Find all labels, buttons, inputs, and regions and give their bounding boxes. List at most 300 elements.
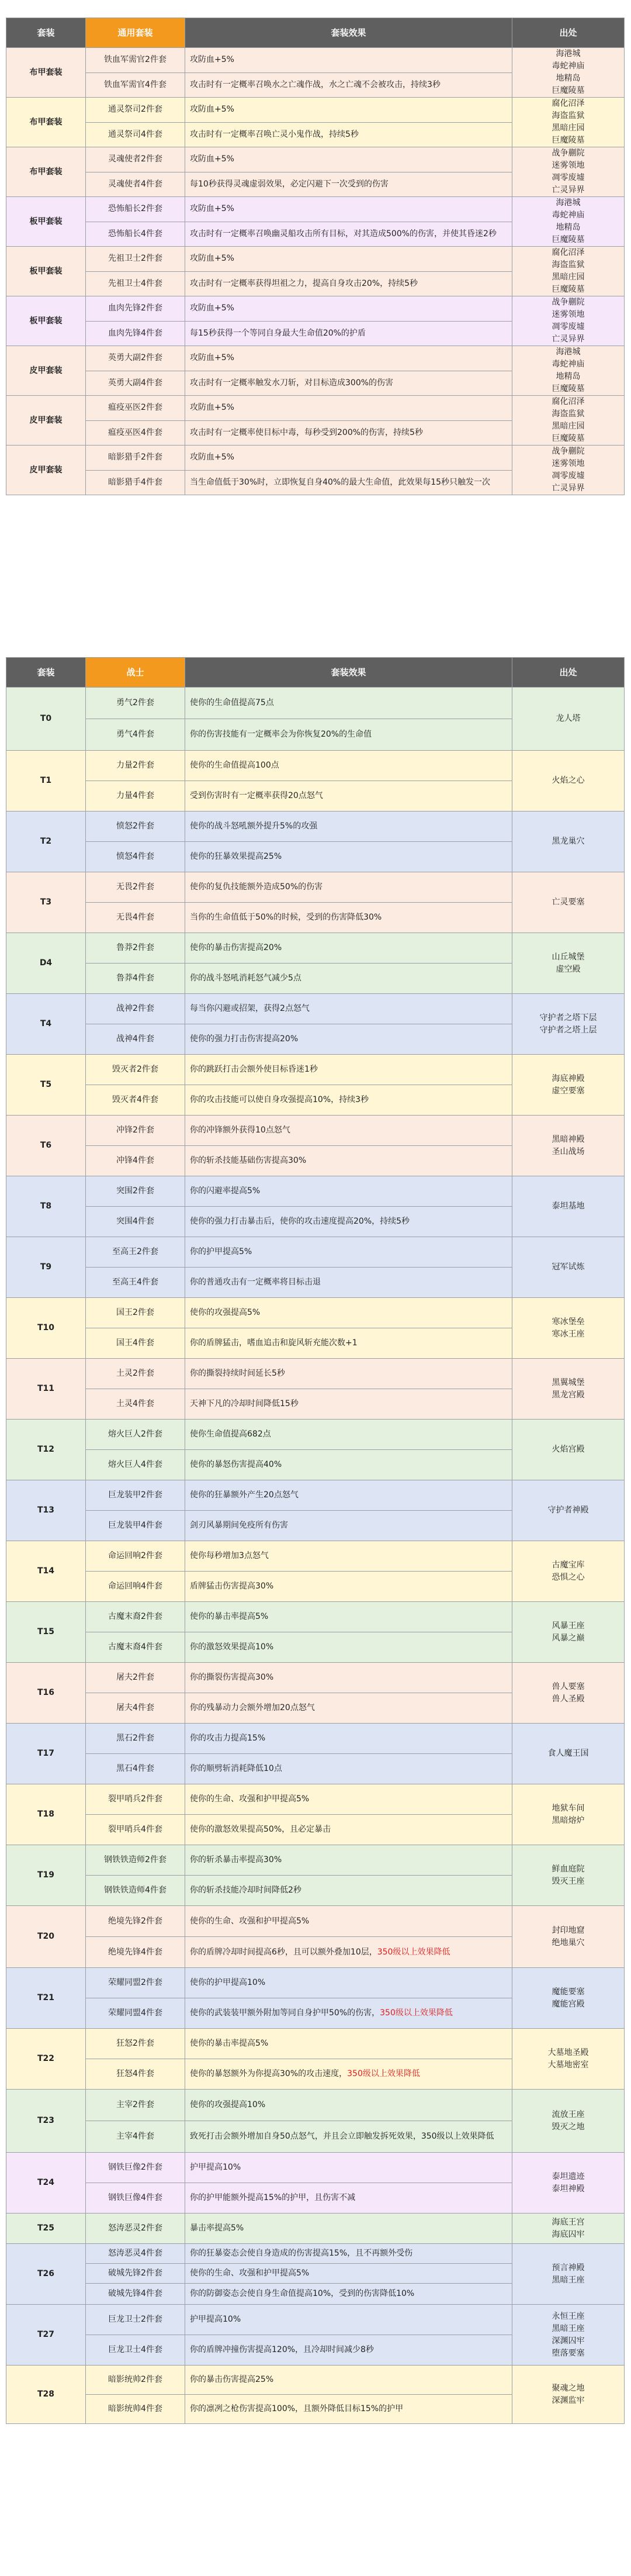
table-row bbox=[6, 1541, 625, 1572]
set-piece-name: 冲锋2件套 bbox=[86, 1116, 185, 1146]
header-origin: 出处 bbox=[512, 658, 625, 688]
origin-location: 毁灭王座 bbox=[552, 1876, 585, 1886]
origin-cell bbox=[512, 688, 625, 751]
origin-cell bbox=[512, 346, 625, 396]
set-piece-name: 愤怒2件套 bbox=[86, 812, 185, 842]
origin-location: 食人魔王国 bbox=[547, 1749, 589, 1758]
origin-location: 虚空要塞 bbox=[552, 1086, 585, 1096]
set-effect-text: 攻防血+5% bbox=[190, 353, 234, 363]
origin-location: 黑暗熔炉 bbox=[552, 1815, 585, 1825]
origin-location: 毒蛇神庙 bbox=[552, 360, 585, 369]
origin-cell bbox=[512, 751, 625, 812]
set-category-cell: 皮甲套装 bbox=[6, 346, 86, 396]
origin-location: 风暴之巅 bbox=[552, 1633, 585, 1643]
origin-location: 黑暗庄园 bbox=[552, 422, 585, 431]
origin-location: 海盗监狱 bbox=[552, 260, 585, 270]
origin-cell bbox=[512, 396, 625, 446]
origin-location: 预言神殿 bbox=[552, 2263, 585, 2273]
table-row bbox=[6, 147, 625, 172]
set-effect-cell bbox=[185, 247, 512, 272]
table-row bbox=[6, 1602, 625, 1632]
set-effect-text: 使你的强力打击伤害提高20% bbox=[190, 1034, 299, 1044]
origin-location: 巨魔陵墓 bbox=[552, 434, 585, 443]
set-effect-cell bbox=[185, 2335, 512, 2366]
set-effect-cell bbox=[185, 1724, 512, 1754]
set-effect-cell bbox=[185, 2305, 512, 2335]
origin-location: 毁灭之地 bbox=[552, 2122, 585, 2132]
origin-location: 兽人要塞 bbox=[552, 1681, 585, 1691]
set-effect-cell bbox=[185, 1328, 512, 1359]
set-effect-text: 使你的生命、攻强和护甲提高5% bbox=[190, 1794, 310, 1804]
set-effect-cell bbox=[185, 1784, 512, 1815]
origin-location: 圣山战场 bbox=[552, 1147, 585, 1156]
origin-location: 地精岛 bbox=[556, 74, 581, 83]
set-piece-name: 狂怒4件套 bbox=[86, 2059, 185, 2090]
origin-location: 凋零废墟 bbox=[552, 322, 585, 332]
origin-cell bbox=[512, 2366, 625, 2424]
origin-location: 泰坦基地 bbox=[552, 1201, 585, 1211]
set-piece-name: 古魔末裔4件套 bbox=[86, 1632, 185, 1663]
set-effect-text: 你的顺劈斩消耗降低10点 bbox=[190, 1764, 282, 1773]
set-effect-cell bbox=[185, 2395, 512, 2424]
set-effect-cell bbox=[185, 1298, 512, 1328]
set-effect-cell bbox=[185, 2029, 512, 2059]
set-piece-name: 裂甲哨兵4件套 bbox=[86, 1815, 185, 1845]
set-effect-text: 使你的暴怒伤害提高40% bbox=[190, 1460, 282, 1469]
table-row bbox=[6, 247, 625, 272]
table-row bbox=[6, 197, 625, 222]
tier-cell: T24 bbox=[6, 2153, 86, 2214]
origin-location: 亡灵异界 bbox=[552, 185, 585, 195]
origin-cell bbox=[512, 147, 625, 197]
set-piece-name: 怒涛恶灵4件套 bbox=[86, 2244, 185, 2264]
set-effect-text: 攻击时有一定概率使目标中毒，每秒受到200%的伤害，持续5秒 bbox=[190, 427, 423, 437]
set-piece-name: 裂甲哨兵2件套 bbox=[86, 1784, 185, 1815]
table-row bbox=[6, 2029, 625, 2059]
set-effect-text: 使你生命值提高682点 bbox=[190, 1429, 271, 1439]
table-row bbox=[6, 688, 625, 719]
set-piece-name: 铁血军需官2件套 bbox=[86, 48, 185, 73]
set-effect-cell bbox=[185, 2183, 512, 2214]
set-piece-name: 巨龙装甲2件套 bbox=[86, 1480, 185, 1511]
set-effect-text: 你的激怒效果提高10% bbox=[190, 1642, 274, 1652]
origin-location: 大墓地密室 bbox=[547, 2060, 589, 2070]
table-row bbox=[6, 751, 625, 781]
general-set-table bbox=[6, 18, 625, 495]
tier-cell: T15 bbox=[6, 1602, 86, 1663]
set-effect-cell bbox=[185, 1176, 512, 1207]
set-effect-cell bbox=[185, 1876, 512, 1906]
set-effect-text: 使你的武装装甲额外附加等同自身护甲50%的伤害， bbox=[190, 2008, 380, 2018]
set-effect-text: 你的伤害技能有一定概率会为你恢复20%的生命值 bbox=[190, 730, 372, 739]
table-row bbox=[6, 1237, 625, 1268]
level-warning-text: 350级以上效果降低 bbox=[380, 2008, 453, 2018]
set-effect-cell bbox=[185, 2366, 512, 2395]
set-piece-name: 毁灭者4件套 bbox=[86, 1085, 185, 1116]
set-category-cell: 皮甲套装 bbox=[6, 446, 86, 495]
origin-location: 永恒王座 bbox=[552, 2311, 585, 2321]
origin-location: 海港城 bbox=[556, 347, 581, 357]
set-piece-name: 突围4件套 bbox=[86, 1207, 185, 1237]
origin-location: 山丘城堡 bbox=[552, 952, 585, 962]
set-piece-name: 毁灭者2件套 bbox=[86, 1055, 185, 1085]
set-piece-name: 钢铁巨像2件套 bbox=[86, 2153, 185, 2183]
origin-cell bbox=[512, 98, 625, 147]
set-effect-text: 使你的生命值提高75点 bbox=[190, 698, 274, 707]
origin-cell bbox=[512, 2305, 625, 2366]
origin-location: 海底神殿 bbox=[552, 1073, 585, 1083]
origin-location: 古魔宝库 bbox=[552, 1560, 585, 1570]
set-effect-text: 使你的护甲提高10% bbox=[190, 1978, 266, 1987]
tier-cell: T23 bbox=[6, 2090, 86, 2153]
origin-location: 堕落要塞 bbox=[552, 2348, 585, 2358]
set-effect-cell bbox=[185, 2153, 512, 2183]
set-effect-cell bbox=[185, 470, 512, 495]
origin-cell bbox=[512, 296, 625, 346]
origin-location: 深渊囚牢 bbox=[552, 2336, 585, 2346]
set-piece-name: 熔火巨人4件套 bbox=[86, 1450, 185, 1480]
tier-cell: T6 bbox=[6, 1116, 86, 1176]
table-row bbox=[6, 812, 625, 842]
tier-cell: T20 bbox=[6, 1906, 86, 1968]
origin-cell bbox=[512, 1906, 625, 1968]
table-row bbox=[6, 1055, 625, 1085]
set-effect-text: 天神下凡的冷却时间降低15秒 bbox=[190, 1399, 299, 1408]
set-piece-name: 突围2件套 bbox=[86, 1176, 185, 1207]
set-effect-cell bbox=[185, 1146, 512, 1176]
set-effect-cell bbox=[185, 122, 512, 147]
table-row bbox=[6, 933, 625, 964]
origin-location: 战争蒯院 bbox=[552, 298, 585, 307]
tier-cell: T22 bbox=[6, 2029, 86, 2090]
warrior-set-table bbox=[6, 657, 625, 2424]
set-piece-name: 古魔末裔2件套 bbox=[86, 1602, 185, 1632]
set-effect-text: 使你的狂暴额外产生20点怒气 bbox=[190, 1490, 299, 1500]
origin-cell bbox=[512, 446, 625, 495]
origin-location: 亡灵异界 bbox=[552, 484, 585, 493]
origin-location: 黑暗王座 bbox=[552, 2275, 585, 2285]
table-row bbox=[6, 1663, 625, 1693]
origin-cell bbox=[512, 2029, 625, 2090]
set-effect-cell bbox=[185, 1511, 512, 1541]
table-row bbox=[6, 2090, 625, 2121]
tier-cell: T8 bbox=[6, 1176, 86, 1237]
set-effect-cell bbox=[185, 222, 512, 247]
set-piece-name: 无畏2件套 bbox=[86, 872, 185, 903]
origin-location: 亡灵异界 bbox=[552, 334, 585, 344]
set-piece-name: 土灵2件套 bbox=[86, 1359, 185, 1389]
set-effect-text: 你的闪避率提高5% bbox=[190, 1186, 261, 1196]
set-piece-name: 先祖卫士2件套 bbox=[86, 247, 185, 272]
set-category-cell: 板甲套装 bbox=[6, 247, 86, 296]
origin-cell bbox=[512, 1176, 625, 1237]
set-piece-name: 冲锋4件套 bbox=[86, 1146, 185, 1176]
set-effect-text: 当生命值低于30%时，立即恢复自身40%的最大生命值，此效果每15秒只触发一次 bbox=[190, 477, 491, 487]
set-effect-cell bbox=[185, 1968, 512, 1998]
set-effect-cell bbox=[185, 1480, 512, 1511]
set-effect-text: 你的攻击技能可以使自身攻强提高10%，持续3秒 bbox=[190, 1095, 369, 1104]
set-effect-cell bbox=[185, 994, 512, 1024]
set-effect-cell bbox=[185, 1754, 512, 1784]
set-piece-name: 钢铁铁造师2件套 bbox=[86, 1845, 185, 1876]
set-effect-cell bbox=[185, 1906, 512, 1937]
set-effect-cell bbox=[185, 903, 512, 933]
table-row bbox=[6, 346, 625, 371]
set-effect-text: 致死打击会额外增加自身50点怒气，并且会立即触发拆死效果，350级以上效果降低 bbox=[190, 2132, 494, 2141]
set-effect-cell bbox=[185, 751, 512, 781]
tier-cell: T10 bbox=[6, 1298, 86, 1359]
origin-cell bbox=[512, 812, 625, 872]
set-effect-cell bbox=[185, 197, 512, 222]
set-effect-cell bbox=[185, 781, 512, 812]
set-effect-text: 你的斩杀技能基础伤害提高30% bbox=[190, 1156, 307, 1165]
origin-location: 黑暗神殿 bbox=[552, 1134, 585, 1144]
set-effect-cell bbox=[185, 1845, 512, 1876]
origin-location: 聚魂之地 bbox=[552, 2383, 585, 2393]
table-row bbox=[6, 1724, 625, 1754]
tier-cell: D4 bbox=[6, 933, 86, 994]
set-effect-text: 你的战斗怒吼消耗怒气减少5点 bbox=[190, 973, 301, 983]
origin-cell bbox=[512, 872, 625, 933]
set-piece-name: 怒涛恶灵2件套 bbox=[86, 2214, 185, 2244]
set-piece-name: 力量2件套 bbox=[86, 751, 185, 781]
set-piece-name: 通灵祭司2件套 bbox=[86, 98, 185, 123]
tier-cell: T16 bbox=[6, 1663, 86, 1724]
tier-cell: T26 bbox=[6, 2244, 86, 2305]
set-effect-text: 你的斩杀暴击率提高30% bbox=[190, 1855, 282, 1864]
set-effect-cell bbox=[185, 396, 512, 421]
table-row bbox=[6, 2305, 625, 2335]
origin-location: 黑暗庄园 bbox=[552, 123, 585, 133]
set-category-cell: 皮甲套装 bbox=[6, 396, 86, 446]
set-effect-cell bbox=[185, 2090, 512, 2121]
set-piece-name: 至高王2件套 bbox=[86, 1237, 185, 1268]
origin-cell bbox=[512, 48, 625, 98]
header-general-set: 通用套装 bbox=[86, 18, 185, 48]
set-piece-name: 屠夫4件套 bbox=[86, 1693, 185, 1724]
tier-cell: T1 bbox=[6, 751, 86, 812]
set-effect-text: 攻击时有一定概率触发水刀斩，对目标造成300%的伤害 bbox=[190, 378, 394, 388]
set-effect-cell bbox=[185, 1572, 512, 1602]
set-effect-cell bbox=[185, 1024, 512, 1055]
set-effect-text: 攻防血+5% bbox=[190, 154, 234, 164]
tier-cell: T9 bbox=[6, 1237, 86, 1298]
set-effect-text: 攻防血+5% bbox=[190, 105, 234, 115]
set-effect-text: 使你的复仇技能额外造成50%的伤害 bbox=[190, 882, 323, 892]
set-effect-text: 攻防血+5% bbox=[190, 254, 234, 264]
origin-location: 恐惧之心 bbox=[552, 1572, 585, 1582]
table-row bbox=[6, 1116, 625, 1146]
tier-cell: T21 bbox=[6, 1968, 86, 2029]
tier-cell: T0 bbox=[6, 688, 86, 751]
set-category-cell: 板甲套装 bbox=[6, 296, 86, 346]
set-piece-name: 瘟疫巫医4件套 bbox=[86, 420, 185, 446]
set-effect-cell bbox=[185, 842, 512, 872]
set-effect-cell bbox=[185, 688, 512, 719]
table-row bbox=[6, 2153, 625, 2183]
set-category-cell: 板甲套装 bbox=[6, 197, 86, 247]
table-row bbox=[6, 1480, 625, 1511]
set-effect-cell bbox=[185, 964, 512, 994]
set-effect-cell bbox=[185, 172, 512, 197]
set-effect-text: 攻击时有一定概率召唤幽灵船攻击所有目标，对其造成500%的伤害，并使其昏迷2秒 bbox=[190, 229, 497, 239]
level-warning-text: 350级以上效果降低 bbox=[377, 1947, 450, 1957]
origin-location: 海港城 bbox=[556, 49, 581, 58]
set-effect-text: 你的撕裂伤害提高30% bbox=[190, 1673, 274, 1682]
origin-location: 迷雾领地 bbox=[552, 310, 585, 319]
set-piece-name: 恐怖船长4件套 bbox=[86, 222, 185, 247]
set-piece-name: 破城先锋2件套 bbox=[86, 2264, 185, 2284]
origin-location: 守护者神殿 bbox=[547, 1505, 589, 1515]
table-row bbox=[6, 296, 625, 322]
tier-cell: T28 bbox=[6, 2366, 86, 2424]
set-piece-name: 英勇大副2件套 bbox=[86, 346, 185, 371]
set-effect-cell bbox=[185, 2244, 512, 2264]
origin-location: 腐化沼泽 bbox=[552, 99, 585, 108]
set-piece-name: 无畏4件套 bbox=[86, 903, 185, 933]
tier-cell: T17 bbox=[6, 1724, 86, 1784]
table-row bbox=[6, 1359, 625, 1389]
origin-location: 海底王宫 bbox=[552, 2217, 585, 2227]
origin-cell bbox=[512, 1055, 625, 1116]
set-piece-name: 主宰4件套 bbox=[86, 2121, 185, 2153]
origin-cell bbox=[512, 994, 625, 1055]
table-row bbox=[6, 1420, 625, 1450]
set-effect-cell bbox=[185, 72, 512, 98]
origin-cell bbox=[512, 2090, 625, 2153]
set-effect-text: 攻防血+5% bbox=[190, 403, 234, 413]
origin-location: 战争蒯院 bbox=[552, 447, 585, 456]
header-effect: 套装效果 bbox=[185, 18, 512, 48]
set-effect-text: 盾牌猛击伤害提高30% bbox=[190, 1581, 274, 1591]
set-effect-text: 使你的暴击率提高5% bbox=[190, 1612, 269, 1621]
origin-cell bbox=[512, 247, 625, 296]
table-row bbox=[6, 1298, 625, 1328]
origin-location: 流放王座 bbox=[552, 2109, 585, 2119]
set-piece-name: 鲁莽4件套 bbox=[86, 964, 185, 994]
set-piece-name: 狂怒2件套 bbox=[86, 2029, 185, 2059]
set-effect-text: 你的暴击伤害提高25% bbox=[190, 2375, 274, 2384]
set-piece-name: 钢铁巨像4件套 bbox=[86, 2183, 185, 2214]
origin-location: 冠军试炼 bbox=[552, 1262, 585, 1272]
header-set: 套装 bbox=[6, 658, 86, 688]
set-piece-name: 巨龙卫士2件套 bbox=[86, 2305, 185, 2335]
set-effect-text: 你的防御姿态会使自身生命值提高10%，受到的伤害降低10% bbox=[190, 2289, 415, 2298]
set-effect-text: 你的护甲提高5% bbox=[190, 1247, 252, 1256]
set-effect-cell bbox=[185, 2121, 512, 2153]
set-effect-cell bbox=[185, 371, 512, 396]
origin-location: 海底囚牢 bbox=[552, 2229, 585, 2239]
set-effect-text: 使你的生命、攻强和护甲提高5% bbox=[190, 1916, 310, 1926]
set-effect-text: 每15秒获得一个等同自身最大生命值20%的护盾 bbox=[190, 328, 366, 338]
origin-location: 黑暗王座 bbox=[552, 2323, 585, 2333]
set-effect-text: 使你每秒增加3点怒气 bbox=[190, 1551, 269, 1560]
set-effect-cell bbox=[185, 446, 512, 471]
tier-cell: T14 bbox=[6, 1541, 86, 1602]
table-row bbox=[6, 396, 625, 421]
set-piece-name: 先祖卫士4件套 bbox=[86, 271, 185, 296]
origin-location: 魔能要塞 bbox=[552, 1987, 585, 1997]
set-piece-name: 力量4件套 bbox=[86, 781, 185, 812]
origin-cell bbox=[512, 1541, 625, 1602]
set-effect-cell bbox=[185, 48, 512, 73]
origin-location: 战争蒯院 bbox=[552, 149, 585, 158]
set-effect-text: 使你的生命、攻强和护甲提高5% bbox=[190, 2268, 310, 2278]
set-effect-text: 你的跳跃打击会额外使目标昏迷1秒 bbox=[190, 1065, 318, 1074]
origin-location: 寒冰王座 bbox=[552, 1329, 585, 1339]
set-effect-cell bbox=[185, 1207, 512, 1237]
set-effect-cell bbox=[185, 271, 512, 296]
origin-location: 大墓地圣殿 bbox=[547, 2047, 589, 2057]
set-piece-name: 战神4件套 bbox=[86, 1024, 185, 1055]
set-effect-cell bbox=[185, 1663, 512, 1693]
origin-cell bbox=[512, 2153, 625, 2214]
origin-cell bbox=[512, 1480, 625, 1541]
set-piece-name: 勇气4件套 bbox=[86, 719, 185, 751]
set-piece-name: 绝境先锋2件套 bbox=[86, 1906, 185, 1937]
origin-location: 腐化沼泽 bbox=[552, 397, 585, 406]
origin-cell bbox=[512, 1298, 625, 1359]
table-row bbox=[6, 1845, 625, 1876]
origin-cell bbox=[512, 1116, 625, 1176]
table-row bbox=[6, 872, 625, 903]
set-effect-text: 你的残暴动力会额外增加20点怒气 bbox=[190, 1703, 315, 1712]
set-piece-name: 瘟疫巫医2件套 bbox=[86, 396, 185, 421]
origin-location: 风暴王座 bbox=[552, 1621, 585, 1631]
origin-location: 地狱车间 bbox=[552, 1803, 585, 1813]
origin-cell bbox=[512, 1420, 625, 1480]
origin-location: 海盗监狱 bbox=[552, 409, 585, 419]
origin-cell bbox=[512, 1784, 625, 1845]
set-effect-text: 使你的激怒效果提高50%，且必定暴击 bbox=[190, 1825, 331, 1834]
set-piece-name: 黑石4件套 bbox=[86, 1754, 185, 1784]
set-effect-text: 攻防血+5% bbox=[190, 55, 234, 65]
set-effect-cell bbox=[185, 1268, 512, 1298]
set-piece-name: 暗影猎手2件套 bbox=[86, 446, 185, 471]
origin-location: 虚空殿 bbox=[556, 964, 581, 974]
set-effect-text: 使你的战斗怒吼额外提升5%的攻强 bbox=[190, 821, 318, 831]
origin-location: 巨魔陵墓 bbox=[552, 136, 585, 145]
set-effect-text: 攻防血+5% bbox=[190, 303, 234, 313]
set-effect-cell bbox=[185, 2214, 512, 2244]
set-effect-cell bbox=[185, 321, 512, 346]
set-effect-text: 使你的强力打击暴击后，使你的攻击速度提高20%，持续5秒 bbox=[190, 1217, 410, 1226]
set-effect-text: 当你的生命值低于50%的时候，受到的伤害降低30% bbox=[190, 913, 382, 922]
set-effect-text: 剑刃风暴期间免疫所有伤害 bbox=[190, 1521, 288, 1530]
origin-location: 迷雾领地 bbox=[552, 459, 585, 468]
set-piece-name: 暗影统帅2件套 bbox=[86, 2366, 185, 2395]
set-piece-name: 绝境先锋4件套 bbox=[86, 1937, 185, 1968]
set-effect-text: 使你的暴怒额外为你提高30%的攻击速度， bbox=[190, 2069, 348, 2078]
set-category-cell: 布甲套装 bbox=[6, 48, 86, 98]
origin-cell bbox=[512, 197, 625, 247]
set-effect-cell bbox=[185, 1450, 512, 1480]
origin-location: 腐化沼泽 bbox=[552, 248, 585, 257]
origin-location: 迷雾领地 bbox=[552, 161, 585, 170]
set-piece-name: 荣耀同盟4件套 bbox=[86, 1998, 185, 2029]
origin-location: 龙人塔 bbox=[556, 714, 581, 723]
header-set: 套装 bbox=[6, 18, 86, 48]
table-header-row bbox=[6, 658, 625, 688]
set-effect-text: 你的冲锋额外获得10点怒气 bbox=[190, 1125, 290, 1135]
origin-cell bbox=[512, 1663, 625, 1724]
tier-cell: T12 bbox=[6, 1420, 86, 1480]
origin-location: 黑龙巢穴 bbox=[552, 837, 585, 846]
origin-cell bbox=[512, 1602, 625, 1663]
set-effect-cell bbox=[185, 812, 512, 842]
header-effect: 套装效果 bbox=[185, 658, 512, 688]
set-effect-cell bbox=[185, 1085, 512, 1116]
